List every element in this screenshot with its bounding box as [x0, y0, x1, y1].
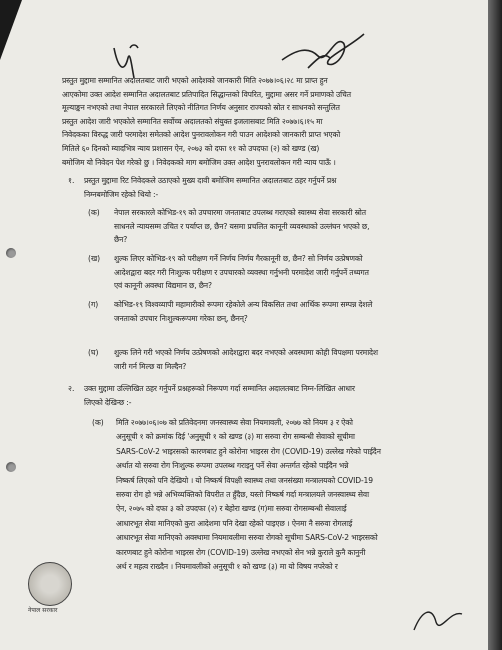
text-line: निम्नबमोजिम रहेको थियो :-: [84, 189, 159, 199]
text-line: बमोजिम यो निवेदन पेश गरेको छु । निवेदकको माग बमोजिम उक्त आदेश पुनरावलोकन गरी न्याय पाऊँ ।: [62, 157, 336, 167]
text-line: आदेशद्वारा बदर गरी निःशुल्क परीक्षण र उपचारको व्यवस्था गर्नुभनी परमादेश जारी गर्नुपर्ने तथ्यगत: [114, 267, 369, 277]
item-number: २.: [68, 384, 75, 393]
text-line: प्रस्तुत मुद्दामा रिट निवेदकले उठाएको मुख्य दावी बमोजिम सम्मानित अदालतबाट ठहर गर्नुपर्ने प्रश्न: [84, 176, 337, 185]
text-line: कोभिड-१९ विश्वव्यापी महामारीको रूपमा रहेकोले अन्य विकसित तथा आर्थिक रूपमा सम्पन्न देशले: [114, 300, 373, 309]
text-line: निवेदकका विरुद्ध जारी परमादेश समेतको आदेश पुनरावलोकन गरी पाउन आदेशको जानकारी प्राप्त भएको: [62, 130, 341, 140]
text-line: नेपाल सरकारले कोभिड-१९ को उपचारमा जनताबाट उपलब्ध गराएको स्वास्थ्य सेवा सरकारी स्रोत: [114, 208, 366, 217]
text-line: लिएको देखिन्छ :-: [84, 397, 132, 407]
text-line: शुल्क लिने गरी भएको निर्णय उत्प्रेषणको आदेशद्वारा बदर नभएको अवस्थामा कोही विपक्षमा परमादेश: [114, 348, 378, 357]
text-line: अर्थ र महत्व राख्दैन । नियमावलीको अनुसूची १ को खण्ड (३) मा यो विषय नपरेको र: [116, 562, 338, 572]
text-line: मितिले ६० दिनको म्यादभित्र न्याय प्रशासन ऐन, २०७३ को दफा ११ को उपदफा (२) को खण्ड (ख): [62, 143, 320, 153]
scan-edge: [488, 0, 502, 650]
text-line: आधारभूत सेवा मानिएको कुरा आदेशमा पनि देखा रहेको पाइएछ । ऐनमा नै सरुवा रोगलाई: [116, 518, 353, 528]
subitem-ga: [114, 298, 372, 325]
text-line: छैन?: [114, 235, 128, 245]
text-line: जारी गर्न मिल्छ वा मिल्दैन?: [114, 361, 187, 371]
item-number: १.: [68, 176, 75, 185]
signature: [278, 28, 368, 78]
text-line: शुल्क लिएर कोभिड-१९ को परीक्षण गर्ने निर्णय निर्णय गैरकानूनी छ, छैन? सो निर्णय उत्प्रेषणको: [114, 254, 363, 263]
text-line: सरुवा रोग हो भन्ने अभिव्यक्तिको विपरीत त हुँदैछ, यस्तो निष्कर्ष गर्दा मन्त्रालयले जनस्वास्थ्य सेवा: [116, 490, 369, 500]
text-line: निष्कर्ष लिएको पनि देखियो । यो निष्कर्ष विपक्षी स्वास्थ्य तथा जनसंख्या मन्त्रालयको COVID-19: [116, 475, 373, 485]
text-line: साधनले न्यायसम्म उचित र पर्याप्त छ, छैन? यसमा प्रचलित कानूनी व्यवस्थाको उल्लंघन भएको छ,: [114, 221, 370, 231]
subitem-ka: [114, 206, 369, 247]
text-line: मिति २०७७।०६।०७ को प्रतिवेदनमा जनस्वास्थ्य सेवा नियमावली, २०७७ को नियम ३ र ऐको: [116, 418, 353, 427]
text-line: प्रस्तुत मुद्दामा सम्मानित अदालतबाट जारी भएको आदेशको जानकारी मिति २०७७।०६।२८ मा प्राप्त हुन: [62, 76, 328, 85]
text-line: ऐन, २०७५ को दफा ३ को उपदफा (२) र बेहोरा खण्ड (ग)मा सरुवा रोगसम्बन्धी सेवालाई: [116, 504, 347, 514]
subitem-number: (ग): [88, 300, 99, 309]
seal-caption: नेपाल सरकार: [28, 607, 58, 614]
text-line: मूल्याङ्कन नभएको तथा नेपाल सरकारले लिएको नीतिगत निर्णय अनुसार राज्यको स्रोत र साधनको सन्तुलित: [62, 103, 340, 113]
intro-paragraph: [62, 74, 351, 169]
official-seal: [28, 562, 72, 606]
subitem-2-ka: [116, 416, 381, 574]
text-line: SARS-CoV-2 भाइरसको कारणबाट हुने कोरोना भाइरस रोग (COVID-19) उल्लेख गरेको पाईदैन: [116, 446, 381, 456]
text-line: अर्थात यो सरुवा रोग निःशुल्क रूपमा उपलब्ध गराइनु पर्ने सेवा अन्तर्गत रहेको पाईदैन भन्ने: [116, 461, 349, 471]
folded-corner: [0, 0, 22, 60]
text-line: कारणबाट हुने कोरोना भाइरस रोग (COVID-19) उल्लेख नभएको सेन भन्ने कुराले कुनै कानुनी: [116, 547, 366, 557]
item-1: [84, 174, 336, 201]
text-line: आधारभूत सेवा मानिएको अवस्थामा नियमावलीमा सरुवा रोगको सूचीमा SARS-CoV-2 भाइरसको: [116, 533, 378, 543]
punch-hole: [6, 248, 16, 258]
subitem-number: (घ): [88, 348, 99, 357]
text-line: उक्त मुद्दामा उल्लिखित ठहर गर्नुपर्ने प्रश्नहरूको निरूपण गर्दा सम्मानित अदालतबाट निम्न-लिखित आधार: [84, 384, 355, 393]
subitem-number: (क): [88, 208, 100, 217]
text-line: जनताको उपचार निःशुल्करूपमा गरेका छन्, छैनन्?: [114, 313, 248, 323]
signature: [410, 600, 470, 640]
subitem-number: (क): [92, 418, 104, 427]
punch-hole: [6, 462, 16, 472]
text-line: एवं कानूनी अवस्था विद्यमान छ, छैन?: [114, 281, 212, 291]
text-line: अनुसूची १ को क्रमांक दिई 'अनुसूची १ को खण्ड (३) मा सरुवा रोग सम्बन्धी सेवाको सूचीमा: [116, 432, 355, 442]
item-2: [84, 382, 355, 409]
subitem-number: (ख): [88, 254, 101, 263]
subitem-kha: [114, 252, 369, 293]
text-line: आएकोमा उक्त आदेश सम्मानित अदालतबाट प्रतिपादित सिद्धान्तको विपरित, मुद्दामा असर गर्ने प्रमाणको उचित: [62, 89, 351, 99]
text-line: प्रस्तुत आदेश जारी भएकोले सम्मानित सर्वोच्च अदालतको संयुक्त इजलासबाट मिति २०७७।६।१५ मा: [62, 116, 323, 126]
subitem-gha: [114, 346, 378, 373]
